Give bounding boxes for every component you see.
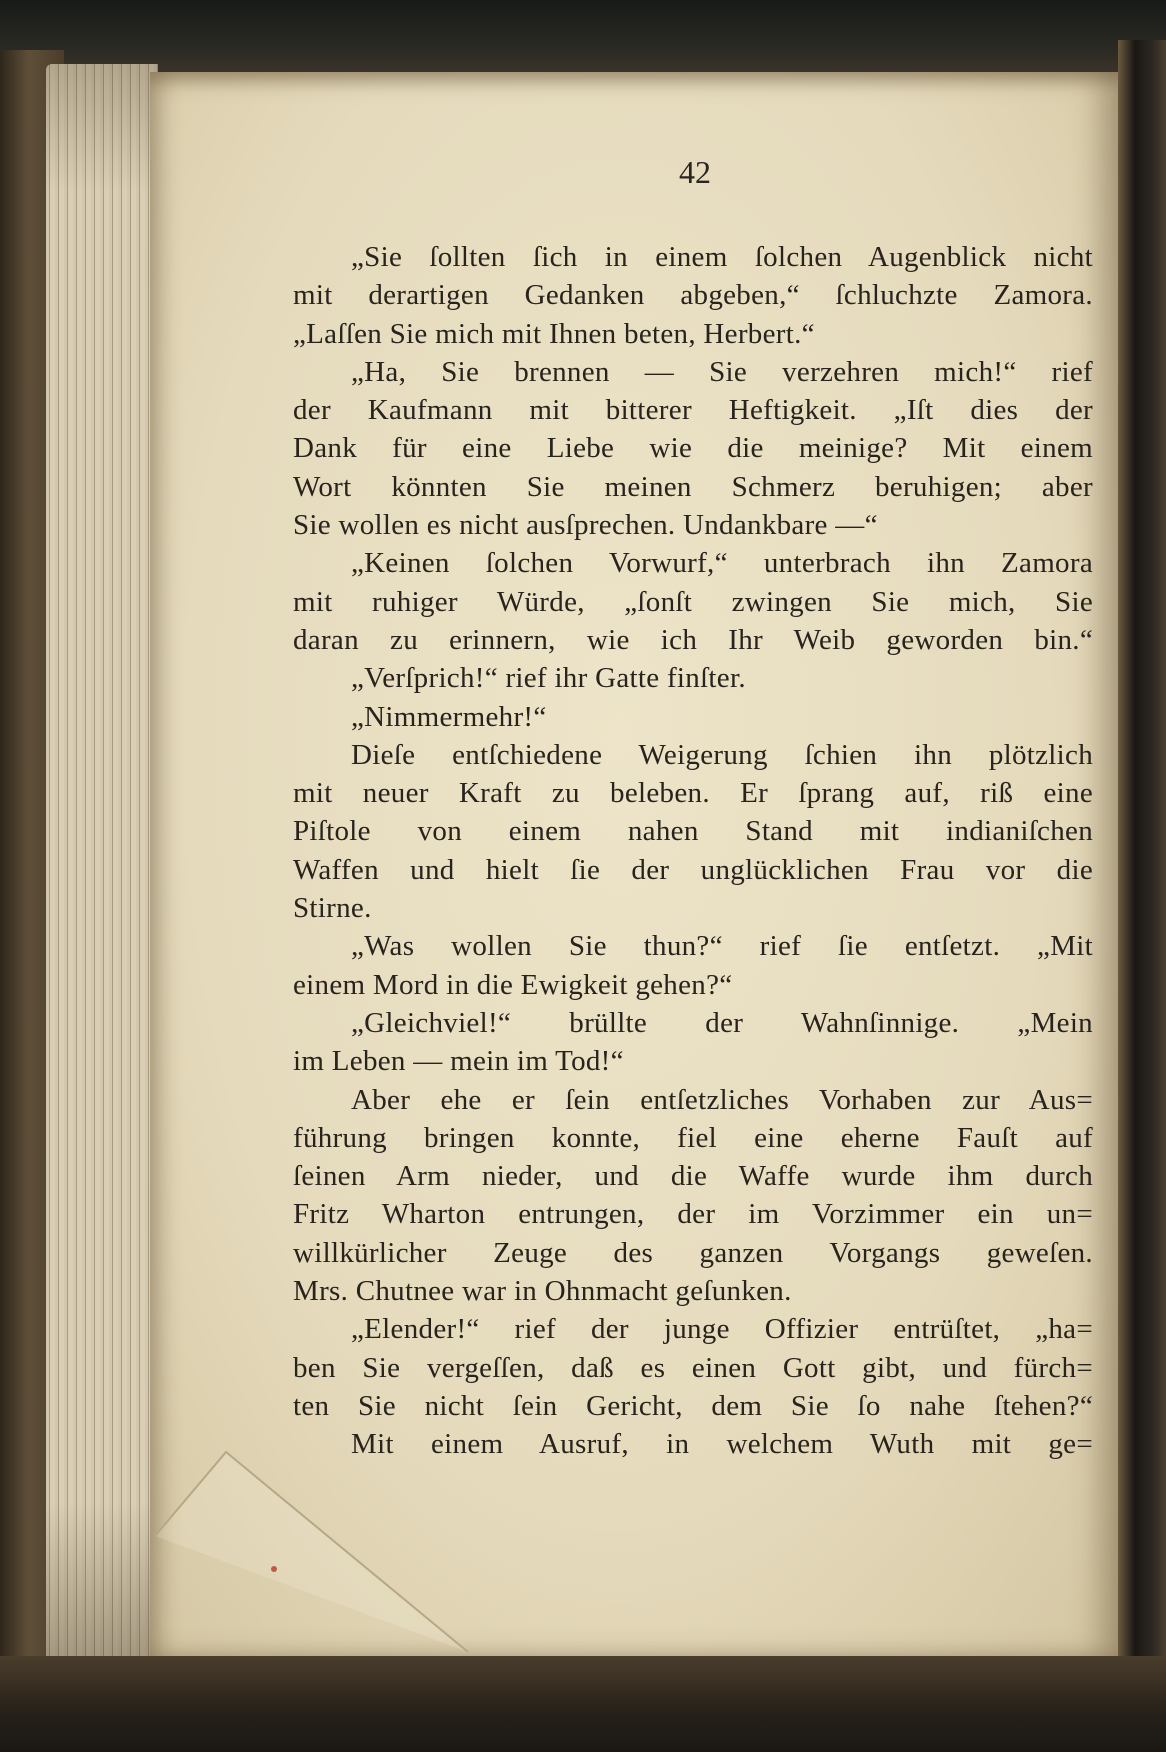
text-line: „Gleichviel!“ brüllte der Wahnſinnige. „Mein [351,1006,1093,1039]
text-line: ſeinen Arm nieder, und die Waffe wurde ihm durch [293,1160,1093,1193]
text-line: „Keinen ſolchen Vorwurf,“ unterbrach ihn Zamora [351,547,1093,580]
text-line: führung bringen konnte, fiel eine eherne Fauſt auf [293,1121,1093,1154]
text-line: Fritz Wharton entrungen, der im Vorzimmer ein un= [293,1198,1093,1231]
body-text [293,238,1093,1464]
page-number: 42 [679,154,711,190]
text-line: mit neuer Kraft zu beleben. Er ſprang auf, riß eine [293,777,1093,810]
text-line: Dieſe entſchiedene Weigerung ſchien ihn plötzlich [351,738,1093,771]
text-line: mit derartigen Gedanken abgeben,“ ſchluchzte Zamora. [293,279,1093,312]
red-spot [271,1566,277,1572]
text-line: Piſtole von einem nahen Stand mit indianiſchen [293,815,1093,848]
text-line: „Elender!“ rief der junge Offizier entrüſtet, „ha= [351,1313,1093,1346]
text-line: im Leben — mein im Tod!“ [293,1045,624,1078]
text-line: Dank für eine Liebe wie die meinige? Mit einem [293,432,1093,465]
text-line: der Kaufmann mit bitterer Heftigkeit. „Iſt dies der [293,394,1093,427]
text-line: ten Sie nicht ſein Gericht, dem Sie ſo nahe ſtehen?“ [293,1389,1093,1422]
text-line: Waffen und hielt ſie der unglücklichen Frau vor die [293,853,1093,886]
text-line: Sie wollen es nicht ausſprechen. Undankbare —“ [293,509,878,542]
text-line: „Laſſen Sie mich mit Ihnen beten, Herbert.“ [293,317,815,350]
text-line: daran zu erinnern, wie ich Ihr Weib geworden bin.“ [293,623,1093,656]
text-line: Wort könnten Sie meinen Schmerz beruhigen; aber [293,470,1093,503]
text-line: „Ha, Sie brennen — Sie verzehren mich!“ rief [351,355,1093,388]
text-line: Mit einem Ausruf, in welchem Wuth mit ge= [351,1428,1093,1461]
text-line: einem Mord in die Ewigkeit gehen?“ [293,968,733,1001]
text-line: „Nimmermehr!“ [351,700,547,733]
text-line: Mrs. Chutnee war in Ohnmacht geſunken. [293,1275,792,1308]
text-line: „Verſprich!“ rief ihr Gatte finſter. [351,662,746,695]
text-line: willkürlicher Zeuge des ganzen Vorgangs geweſen. [293,1236,1093,1269]
text-line: „Sie ſollten ſich in einem ſolchen Augenblick nicht [351,241,1093,273]
text-line: „Was wollen Sie thun?“ rief ſie entſetzt. „Mit [351,930,1093,963]
text-line: Stirne. [293,892,372,925]
text-line: mit ruhiger Würde, „ſonſt zwingen Sie mich, Sie [293,585,1093,618]
text-line: Aber ehe er ſein entſetzliches Vorhaben zur Aus= [351,1083,1093,1116]
text-line: ben Sie vergeſſen, daß es einen Gott gibt, und fürch= [293,1351,1093,1384]
